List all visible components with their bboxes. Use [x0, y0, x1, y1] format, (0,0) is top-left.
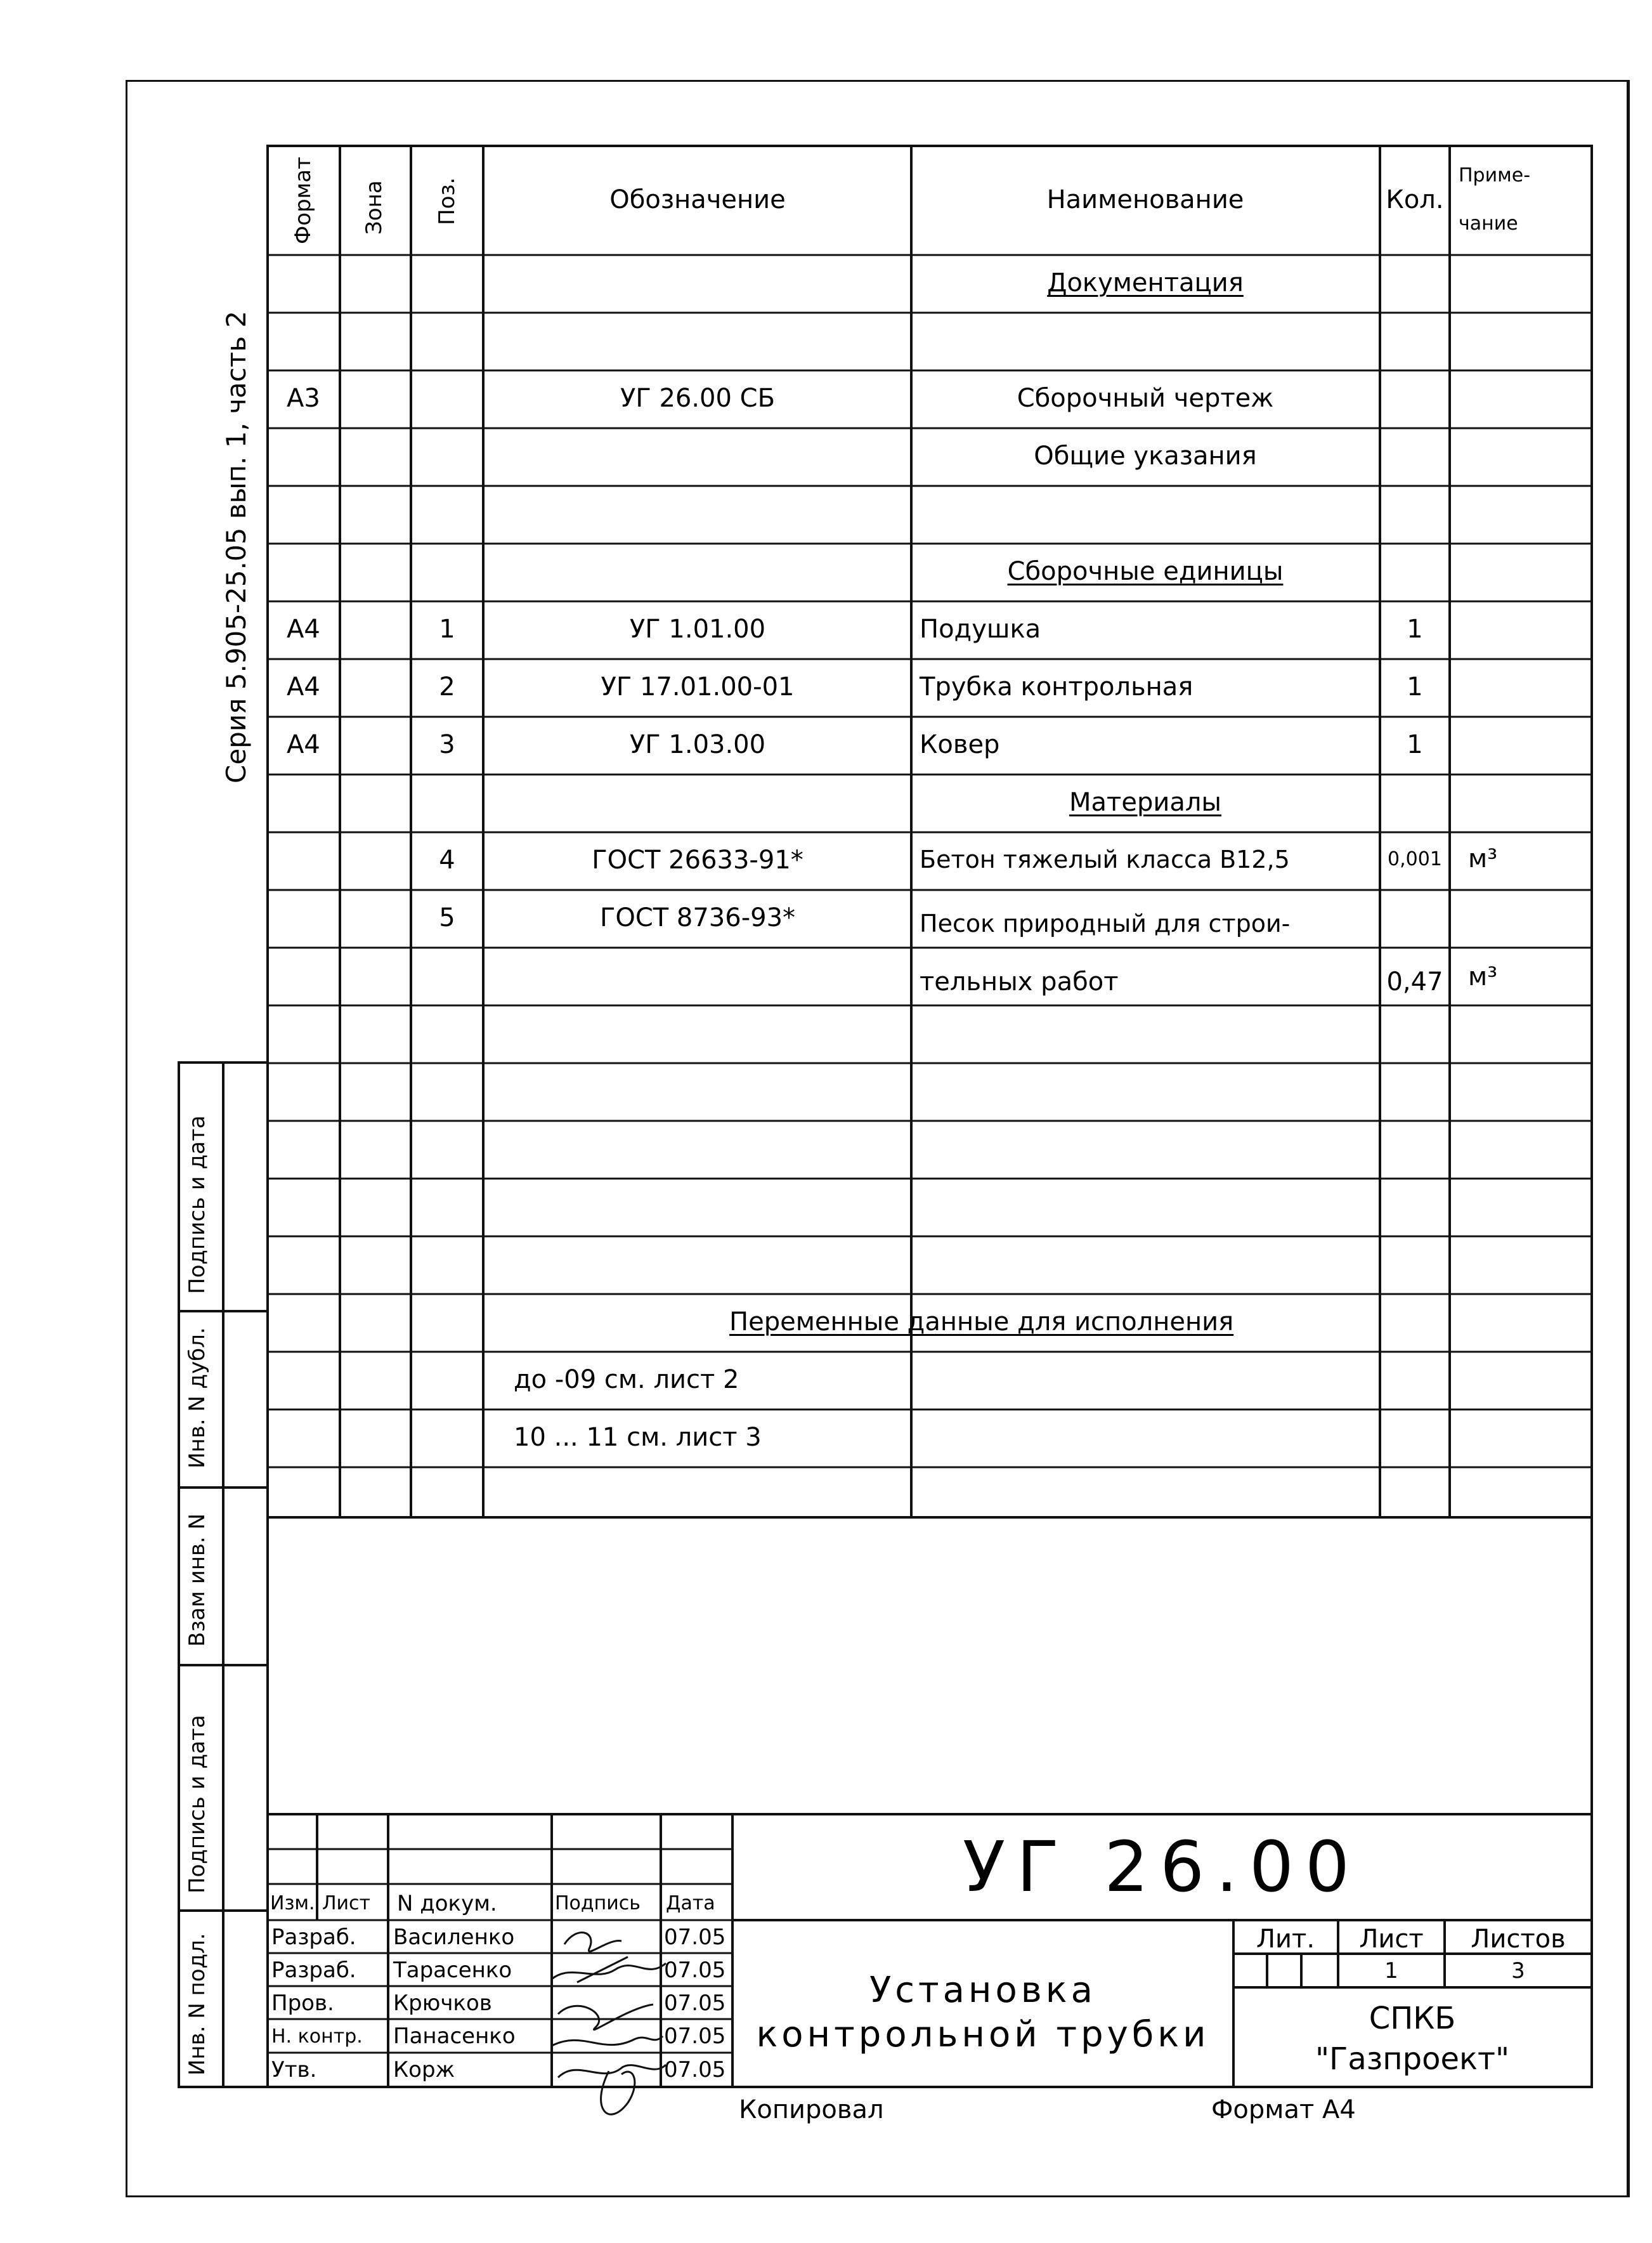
table-cell: 1	[439, 615, 455, 644]
copied-label: Копировал	[739, 2095, 884, 2124]
stamp-sign-date-1: Подпись и дата	[185, 1115, 210, 1294]
table-cell: Трубка контрольная	[920, 672, 1193, 702]
org-name-line1: СПКБ	[1369, 2001, 1456, 2036]
signatures-scribble	[539, 1919, 679, 2128]
doc-code: УГ 26.00	[963, 1826, 1361, 1907]
col-header-qty: Кол.	[1386, 185, 1444, 214]
table-cell: 3	[439, 730, 455, 759]
col-header-note-2: чание	[1459, 213, 1518, 235]
table-cell: Песок природный для строи-	[920, 910, 1291, 938]
table-cell: Общие указания	[1034, 441, 1257, 471]
table-cell: Ковер	[920, 730, 1000, 759]
lit-label: Лит.	[1256, 1925, 1315, 1954]
table-cell: Подушка	[920, 615, 1041, 644]
section-assembly-units: Сборочные единицы	[1007, 557, 1284, 586]
sheets-value: 3	[1511, 1958, 1525, 1984]
staff-name: Тарасенко	[393, 1958, 512, 1983]
col-header-zone: Зона	[361, 180, 387, 235]
table-cell: 0,001	[1388, 848, 1442, 870]
stamp-inv-podl: Инв. N подл.	[185, 1933, 210, 2076]
variable-data-heading: Переменные данные для исполнения	[729, 1307, 1234, 1337]
table-cell: Бетон тяжелый класса В12,5	[920, 846, 1290, 873]
tb-col-date: Дата	[666, 1892, 715, 1914]
table-cell: тельных работ	[920, 967, 1119, 997]
section-documentation: Документация	[1047, 268, 1244, 298]
table-cell: 4	[439, 846, 455, 875]
tb-col-ndoc: N докум.	[397, 1891, 497, 1916]
staff-role: Н. контр.	[271, 2025, 363, 2048]
table-cell: УГ 1.03.00	[629, 730, 766, 759]
org-name-line2: "Газпроект"	[1315, 2041, 1510, 2077]
table-cell: 5	[439, 903, 455, 932]
staff-date: 07.05	[664, 2057, 726, 2083]
sheet-label: Лист	[1359, 1925, 1424, 1954]
table-cell: УГ 1.01.00	[629, 615, 766, 644]
table-cell: А3	[287, 384, 320, 413]
tb-col-list: Лист	[322, 1892, 371, 1914]
section-materials: Материалы	[1069, 788, 1221, 817]
stamp-sign-date-2: Подпись и дата	[185, 1715, 210, 1893]
table-cell: 1	[1407, 615, 1423, 644]
staff-name: Крючков	[393, 1991, 492, 2016]
stamp-vzam-inv: Взам инв. N	[185, 1513, 210, 1647]
series-label: Серия 5.905-25.05 вып. 1, часть 2	[221, 310, 252, 783]
table-cell: 1	[1407, 672, 1423, 702]
table-cell: А4	[287, 672, 320, 702]
staff-role: Разраб.	[271, 1958, 356, 1983]
col-header-format: Формат	[290, 157, 316, 244]
staff-date: 07.05	[664, 2024, 726, 2049]
col-header-name: Наименование	[1046, 185, 1244, 214]
drawing-title-line1: Установка	[869, 1970, 1096, 2011]
staff-name: Василенко	[393, 1925, 515, 1950]
table-cell: А4	[287, 615, 320, 644]
table-cell: УГ 26.00 СБ	[620, 384, 776, 413]
staff-date: 07.05	[664, 1958, 726, 1983]
staff-name: Корж	[393, 2057, 455, 2083]
table-cell: 1	[1407, 730, 1423, 759]
table-cell: 10 ... 11 см. лист 3	[514, 1423, 762, 1452]
table-cell: 2	[439, 672, 455, 702]
table-cell: ГОСТ 26633-91*	[592, 846, 803, 875]
col-header-designation: Обозначение	[609, 185, 786, 214]
table-cell: ГОСТ 8736-93*	[599, 903, 796, 932]
table-cell: УГ 17.01.00-01	[601, 672, 795, 702]
sheet-value: 1	[1384, 1958, 1398, 1984]
tb-col-sign: Подпись	[555, 1892, 641, 1914]
sheets-label: Листов	[1471, 1925, 1566, 1954]
table-cell: м³	[1468, 962, 1498, 991]
drawing-title-line2: контрольной трубки	[756, 2014, 1210, 2055]
staff-name: Панасенко	[393, 2024, 516, 2049]
table-cell: до -09 см. лист 2	[514, 1365, 739, 1394]
col-header-note-1: Приме-	[1459, 164, 1531, 186]
staff-date: 07.05	[664, 1991, 726, 2016]
staff-role: Утв.	[271, 2057, 317, 2083]
format-label: Формат А4	[1211, 2095, 1356, 2124]
table-cell: 0,47	[1386, 967, 1443, 997]
table-cell: м³	[1468, 844, 1498, 873]
col-header-pos: Поз.	[434, 177, 460, 225]
table-cell: Сборочный чертеж	[1017, 384, 1274, 413]
staff-role: Разраб.	[271, 1925, 356, 1950]
stamp-inv-dubl: Инв. N дубл.	[185, 1327, 210, 1468]
tb-col-izm: Изм.	[270, 1892, 315, 1914]
staff-date: 07.05	[664, 1925, 726, 1950]
table-cell: А4	[287, 730, 320, 759]
staff-role: Пров.	[271, 1991, 334, 2016]
